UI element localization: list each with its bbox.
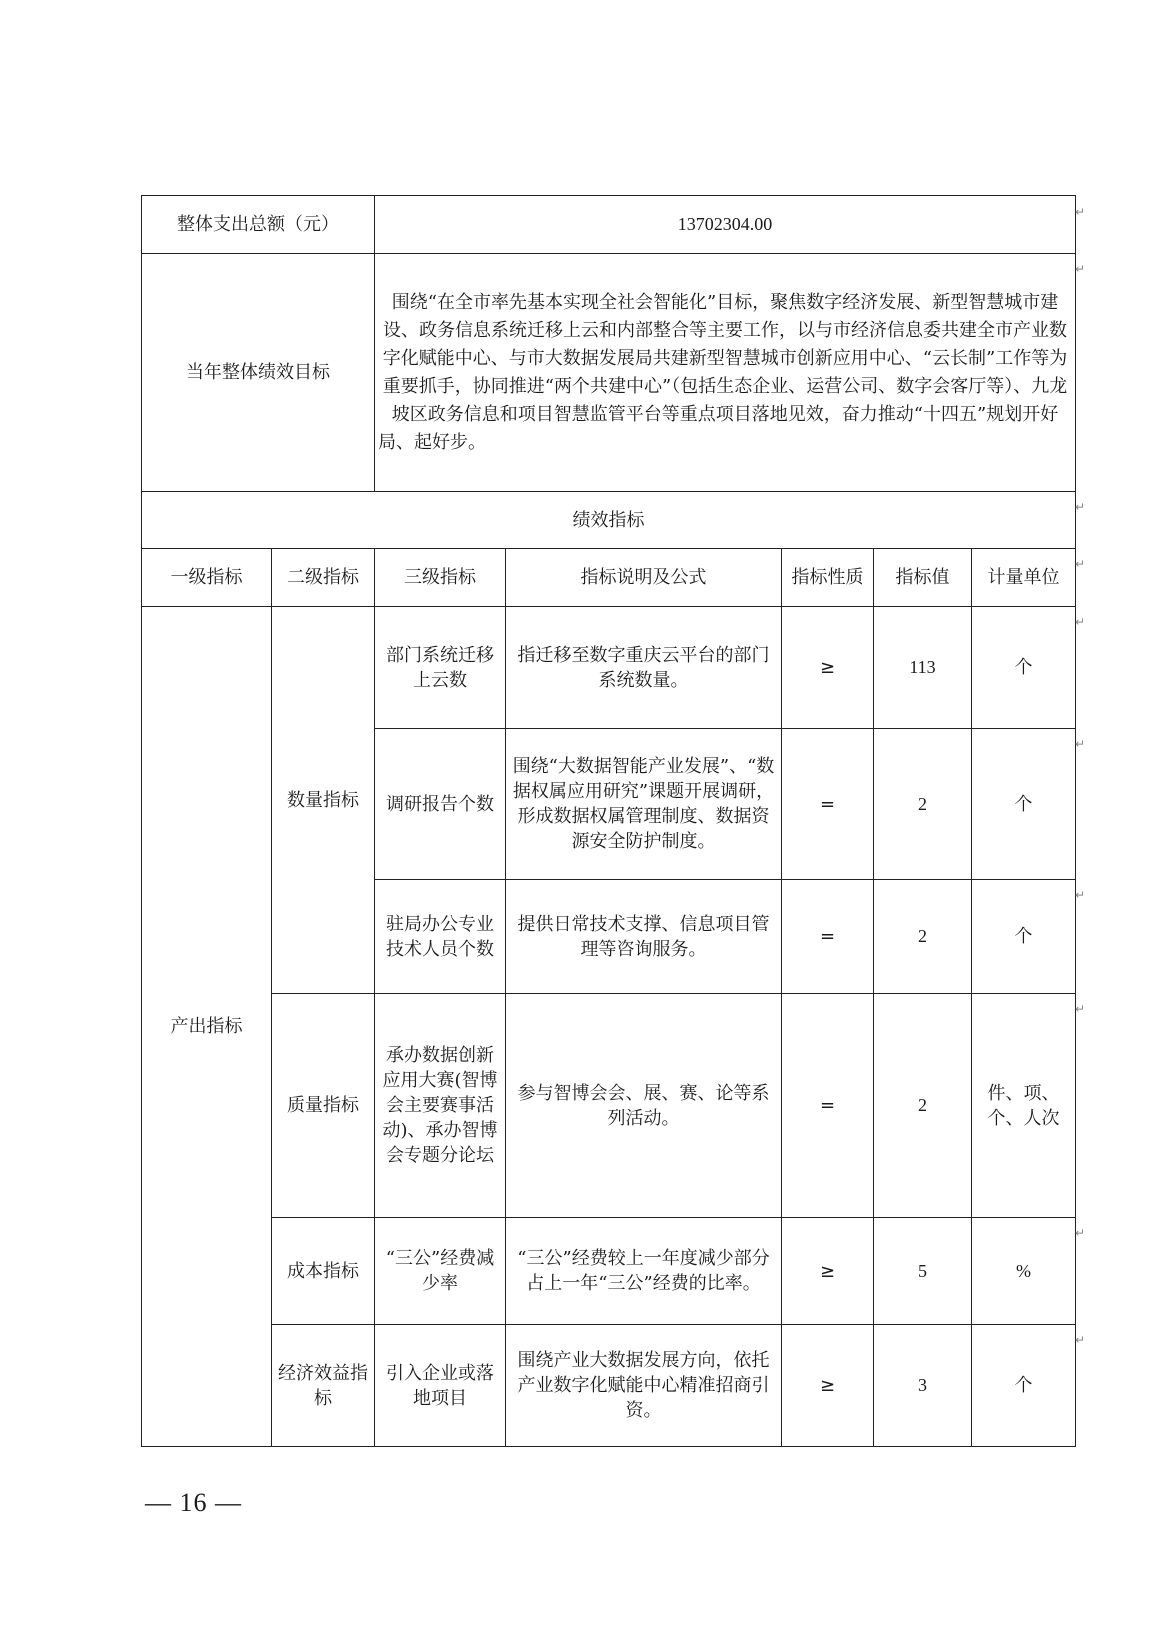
indicator-name: 引入企业或落地项目 [375,1325,506,1447]
header-cell: 指标性质 [782,549,874,607]
level1-output: 产出指标 [142,607,272,1447]
indicator-nature: = [782,994,874,1218]
paragraph-mark-icon: ↵ [1075,205,1086,219]
indicator-nature: ≥ [782,1218,874,1325]
indicator-unit: 个 [972,1325,1076,1447]
header-cell: 二级指标 [272,549,375,607]
page-number: — 16 — [145,1488,242,1517]
indicator-nature: = [782,880,874,994]
indicator-value: 2 [874,994,972,1218]
group-cost: 成本指标 [272,1218,375,1325]
total-row [142,196,1076,254]
goal-label: 当年整体绩效目标 [142,254,375,492]
performance-table [141,195,1076,1447]
table-row [142,1325,1076,1447]
paragraph-mark-icon: ↵ [1075,737,1086,751]
indicator-value: 2 [874,880,972,994]
indicator-name: 部门系统迁移上云数 [375,607,506,729]
indicator-name: 调研报告个数 [375,729,506,880]
paragraph-mark-icon: ↵ [1075,262,1086,276]
paragraph-mark-icon: ↵ [1075,1226,1086,1240]
indicator-unit: 个 [972,880,1076,994]
group-quality: 质量指标 [272,994,375,1218]
paragraph-mark-icon: ↵ [1075,1002,1086,1016]
indicator-value: 113 [874,607,972,729]
header-cell: 指标说明及公式 [506,549,782,607]
indicator-name: “三公”经费减少率 [375,1218,506,1325]
group-quantity: 数量指标 [272,607,375,994]
header-cell: 计量单位 [972,549,1076,607]
indicator-unit: % [972,1218,1076,1325]
indicator-desc: “三公”经费较上一年度减少部分占上一年“三公”经费的比率。 [506,1218,782,1325]
header-cell: 指标值 [874,549,972,607]
header-cell: 一级指标 [142,549,272,607]
indicator-unit: 个 [972,729,1076,880]
paragraph-mark-icon: ↵ [1075,500,1086,514]
indicator-desc: 提供日常技术支撑、信息项目管理等咨询服务。 [506,880,782,994]
indicator-desc: 围绕“大数据智能产业发展”、“数据权属应用研究”课题开展调研，形成数据权属管理制度、数据资源安全防护制度。 [506,729,782,880]
paragraph-mark-icon: ↵ [1075,615,1086,629]
goal-row [142,254,1076,492]
indicator-value: 2 [874,729,972,880]
table-row [142,994,1076,1218]
header-row [142,549,1076,607]
group-benefit: 经济效益指标 [272,1325,375,1447]
indicator-desc: 参与智博会会、展、赛、论等系列活动。 [506,994,782,1218]
indicator-value: 5 [874,1218,972,1325]
indicator-desc: 围绕产业大数据发展方向，依托产业数字化赋能中心精准招商引资。 [506,1325,782,1447]
indicator-value: 3 [874,1325,972,1447]
indicator-nature: ≥ [782,607,874,729]
indicator-nature: ≥ [782,1325,874,1447]
section-title-row [142,492,1076,549]
total-label: 整体支出总额（元） [142,196,375,254]
table-row [142,607,1076,729]
indicator-name: 承办数据创新应用大赛(智博会主要赛事活动)、承办智博会专题分论坛 [375,994,506,1218]
section-title: 绩效指标 [142,492,1076,549]
paragraph-mark-icon: ↵ [1075,557,1086,571]
goal-text: 围绕“在全市率先基本实现全社会智能化”目标，聚焦数字经济发展、新型智慧城市建设、政务信息系统迁移上云和内部整合等主要工作，以与市经济信息委共建全市产业数字化赋能中心、与市大数据发展局共建新型智慧城市创新应用中心、“云长制”工作等为重要抓手，协同推进“两个共建中心”（包括生态企业、运营公司、数字会客厅等）、九龙坡区政务信息和项目智慧监管平台等重点项目落地见效，奋力推动“十四五”规划开好局、起好步。 [375,254,1076,492]
indicator-name: 驻局办公专业技术人员个数 [375,880,506,994]
indicator-unit: 个 [972,607,1076,729]
indicator-unit: 件、项、个、人次 [972,994,1076,1218]
indicator-desc: 指迁移至数字重庆云平台的部门系统数量。 [506,607,782,729]
indicator-nature: = [782,729,874,880]
header-cell: 三级指标 [375,549,506,607]
paragraph-mark-icon: ↵ [1075,888,1086,902]
total-value: 13702304.00 [375,196,1076,254]
paragraph-mark-icon: ↵ [1075,1333,1086,1347]
table-row [142,1218,1076,1325]
